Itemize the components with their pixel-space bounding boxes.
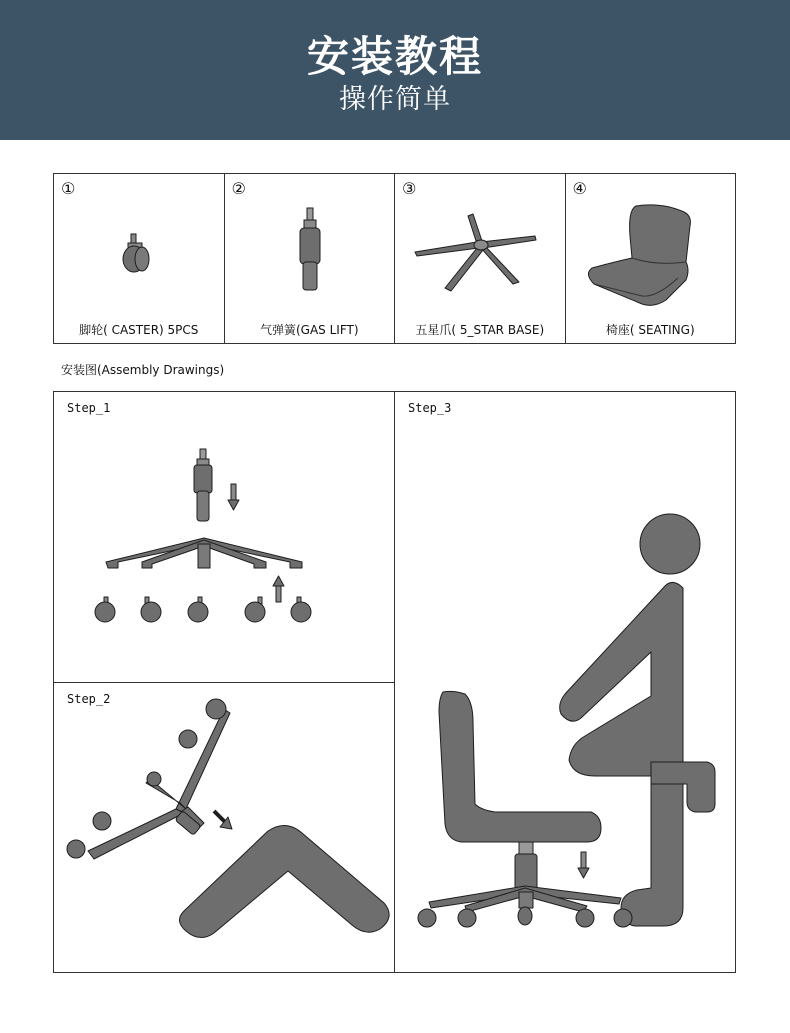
star-base-icon (395, 196, 565, 316)
part-caption: 五星爪( 5_STAR BASE) (415, 323, 545, 337)
step-3-illustration (395, 392, 735, 972)
part-cell-caster (54, 174, 225, 343)
step-label: Step_2 (67, 692, 111, 706)
step-label: Step_3 (408, 401, 452, 415)
part-cell-gas-lift (225, 174, 396, 343)
page-title: 安装教程 (306, 32, 483, 81)
part-caption: 脚轮( CASTER) 5PCS (79, 323, 199, 337)
assembly-drawings (53, 391, 736, 973)
header-banner (0, 0, 790, 140)
parts-table (53, 173, 736, 344)
step-3-panel (395, 392, 735, 972)
step-label: Step_1 (67, 401, 111, 415)
part-cell-star-base (395, 174, 566, 343)
part-number: ① (61, 179, 76, 198)
step-1-panel (54, 392, 395, 683)
seat-icon (566, 196, 736, 316)
part-caption: 椅座( SEATING) (605, 323, 695, 337)
part-number: ② (231, 179, 246, 198)
assembly-section-label: 安装图(Assembly Drawings) (61, 363, 225, 377)
part-number: ③ (402, 179, 417, 198)
page-subtitle: 操作简单 (339, 84, 451, 115)
part-caption: 气弹簧(GAS LIFT) (259, 323, 359, 337)
step-1-illustration (54, 392, 394, 682)
caster-icon (54, 196, 224, 316)
step-2-panel (54, 683, 395, 972)
part-number: ④ (572, 179, 587, 198)
part-cell-seat (566, 174, 736, 343)
gas-lift-icon (225, 196, 395, 316)
step-2-illustration (54, 683, 394, 971)
